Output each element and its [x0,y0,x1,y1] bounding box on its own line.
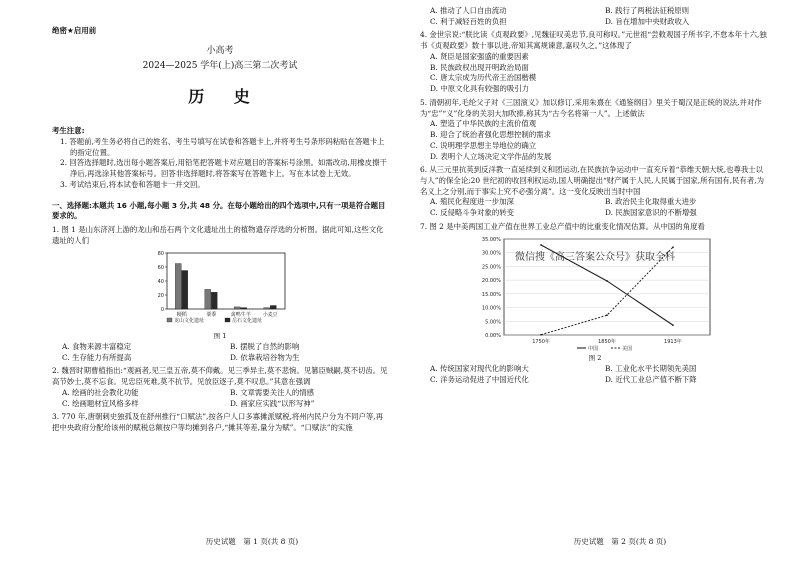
option-c[interactable]: C. 说明理学思想主导地位的确立 [430,140,537,150]
option-d[interactable]: D. 旨在增加中央财政收入 [605,16,690,26]
option-c[interactable]: C. 唐太宗成为历代帝王治国楷模 [430,73,537,83]
right-page [400,0,800,566]
option-b[interactable]: B. 政治民主化取得重大进步 [605,197,697,207]
legend-swatch [225,318,230,322]
option-d[interactable]: D. 民族国家意识的不断增强 [605,208,697,218]
option-c[interactable]: C. 生存能力有所提高 [62,352,132,362]
x-tick-label: 小麦豆 [262,311,278,318]
exam-notes [52,126,388,190]
notes-heading: 考生注意: [52,126,85,136]
data-point [540,334,542,336]
option-c[interactable]: C. 利于减轻百姓的负担 [430,16,507,26]
option-d[interactable]: D. 画家应实践“以形写神” [230,398,315,408]
options [420,119,770,162]
option-a[interactable]: A. 殖民化程度进一步加深 [430,197,514,207]
data-point [672,246,674,248]
option-b[interactable]: B. 迎合了统治者强化思想控制的需求 [430,130,551,140]
question-stem: 2. 魏晋时期曹植指出:“观画者,见三皇五帝,莫不仰戴。见三季异主,莫不悲惋。见篡臣贼嗣,莫不切齿。见高节妙士,莫不忘食。见忠臣死难,莫不抗节。见放臣逐子,莫不叹息。”其意在强调 [52,366,388,387]
y-tick-label: 15.00% [481,291,501,298]
legend-swatch [167,318,172,322]
figure-caption: 图 2 [588,353,602,362]
legend-label: 龙山文化遗址 [174,317,205,324]
question-3 [52,412,388,433]
bar [205,289,211,309]
option-b[interactable]: B. 践行了两税法征税原则 [605,6,690,15]
figure-caption: 图 1 [213,331,227,340]
option-b[interactable]: B. 工业化水平长期领先美国 [605,364,697,374]
question-stem: 4. 金世宗说:“朕比读《贞观政要》,见魏征叹美忠节,良可称叹。”元世祖“尝敕观国子所书字,不怠本年十六,独书《贞观政要》数十事以进,帝知其寓规谏意,嘉叹久之。”这体现了 [420,30,767,51]
options [420,364,770,385]
question-6 [420,165,770,219]
y-tick-label: 0.00% [485,332,501,339]
option-c[interactable]: C. 反侵略斗争对象的转变 [430,208,514,218]
exam-header [52,45,388,108]
option-a[interactable]: A. 食物来源丰富稳定 [62,341,132,351]
question-4 [420,30,770,94]
data-point [606,314,608,316]
options [52,388,388,409]
data-point [540,244,542,246]
figure-2-container [470,235,720,353]
y-tick-label: 25.00% [481,264,501,271]
question-stem: 3. 770 年,唐朝刺史独孤及在舒州推行“口赋法”,按各户人口多寡摊派赋税,将州内民户分为不同户等,再把中央政府分配给该州的赋税总额按户等均摊到各户,“摊其等差,量分为赋”。“口赋法”的实施 [52,412,384,433]
bar [264,307,270,308]
bar [182,270,188,309]
question-1 [52,225,388,363]
question-5 [420,98,770,162]
question-stem: 6. 从三元里抗英到反洋教一直延续到义和团运动,在民族抗争运动中一直充斥着“恭维天朝大统,也尊我士以与人”的保全论;20 世纪初的收回利权运动,国人明确提出“财产属于人民,人民属于国家,所有国有,民有者,为名义上之分别,而于事实上究不必强分离”。这一变化反映出当时中国 [420,165,764,196]
option-c[interactable]: C. 洋务运动促进了中国近代化 [430,374,529,384]
option-b[interactable]: B. 文章需要关注人的情感 [230,387,315,397]
note-item: 3. 考试结束后,将本试卷和答题卡一并交回。 [60,179,205,189]
bar [211,292,217,309]
figure-1-bar-chart [145,249,295,331]
data-point [672,324,674,326]
x-tick-label: 粟黍 [206,311,217,318]
x-tick-label: 1850年 [598,338,616,345]
option-d[interactable]: D. 中原文化具有较强的吸引力 [430,84,530,94]
options [52,342,388,363]
option-a[interactable]: A. 贤臣是国家强盛的重要因素 [430,51,529,61]
option-d[interactable]: D. 依靠栽培谷物为生 [230,352,300,362]
legend-label: 岳石文化遗址 [232,317,263,324]
x-tick-label: 禽鸭牛羊 [230,311,251,318]
confidential-mark: 绝密★启用前 [52,26,97,35]
option-a[interactable]: A. 塑造了中华民族的主流价值观 [430,119,537,129]
x-tick-label: 1913年 [664,338,682,345]
note-item: 2. 回答选择题时,选出每小题答案后,用铅笔把答题卡对应题目的答案标号涂黑。如需改动,用橡皮擦干净后,再选涂其他答案标号。回答非选择题时,将答案写在答题卡上。写在本试卷上无效。 [60,158,387,179]
y-tick-label: 10.00% [481,305,501,312]
footer-left: 历史试题 第 1 页(共 8 页) [205,537,299,547]
y-tick-label: 5.00% [485,318,501,325]
exam-subject: 历 史 [188,86,262,106]
options [420,52,770,95]
option-b[interactable]: B. 摆脱了自然的影响 [230,341,300,351]
option-b[interactable]: B. 民族政权出现开明政治局面 [430,62,529,72]
note-item: 1. 答题前,考生务必将自己的姓名、考生号填写在试卷和答题卡上,并将考生号条形码粘贴在答题卡上的指定位置。 [60,136,385,157]
y-tick-label: 80 [157,250,164,257]
question-3-options [420,6,770,27]
bar [175,263,181,309]
y-tick-label: 0 [160,306,164,313]
options [420,6,770,27]
watermark-text: 微信搜《高三答案公众号》获取全科 [515,251,675,263]
legend-label: 中国 [588,345,599,352]
question-stem: 7. 图 2 是中美两国工业产值在世界工业总产值中的比重变化情况估算。从中国的角度看 [420,221,705,231]
question-7 [420,222,770,386]
x-tick-label: 1750年 [532,338,550,345]
legend-label: 美国 [622,345,633,352]
option-d[interactable]: D. 近代工业总产值不断下降 [605,374,697,384]
y-tick-label: 20 [157,292,164,299]
question-stem: 1. 图 1 是山东济河上游的龙山和岳石两个文化遗址出土的植物遗存浮选的分析图。据此可知,这些文化遗址的人们 [52,225,384,245]
question-2 [52,366,388,409]
bar [270,305,276,309]
x-tick-label: 粳稻 [176,311,187,318]
bar [234,306,240,308]
footer-right: 历史试题 第 2 页(共 8 页) [573,537,667,547]
exam-year: 2024—2025 学年(上)高三第二次考试 [142,60,298,71]
section-title: 一、选择题:本题共 16 小题,每小题 3 分,共 48 分。在每小题给出的四个选项中,只有一项是符合题目要求的。 [52,200,386,221]
y-tick-label: 60 [157,264,164,271]
y-tick-label: 35.00% [481,236,501,243]
exam-org: 小高考 [206,45,234,56]
question-stem: 5. 清朝初年,毛纶父子对《三国演义》加以修订,采用朱熹在《通鉴纲目》里关于蜀汉是正统的说法,并对作为“忠”“义”化身的关羽大加吹捧,称其为“古今名将第一人”。上述做法 [420,97,762,118]
y-tick-label: 40 [157,278,164,285]
option-a[interactable]: A. 推动了人口自由流动 [430,6,507,15]
y-tick-label: 20.00% [481,277,501,284]
y-tick-label: 30.00% [481,250,501,257]
options [420,197,770,218]
data-point [606,280,608,282]
option-d[interactable]: D. 表明个人立场决定文学作品的发展 [430,151,552,161]
bar [241,307,247,308]
option-c[interactable]: C. 绘画题材宜风格多样 [62,398,139,408]
option-a[interactable]: A. 绘画的社会教化功能 [62,387,139,397]
option-a[interactable]: A. 传统国家对现代化的影响大 [430,364,529,374]
